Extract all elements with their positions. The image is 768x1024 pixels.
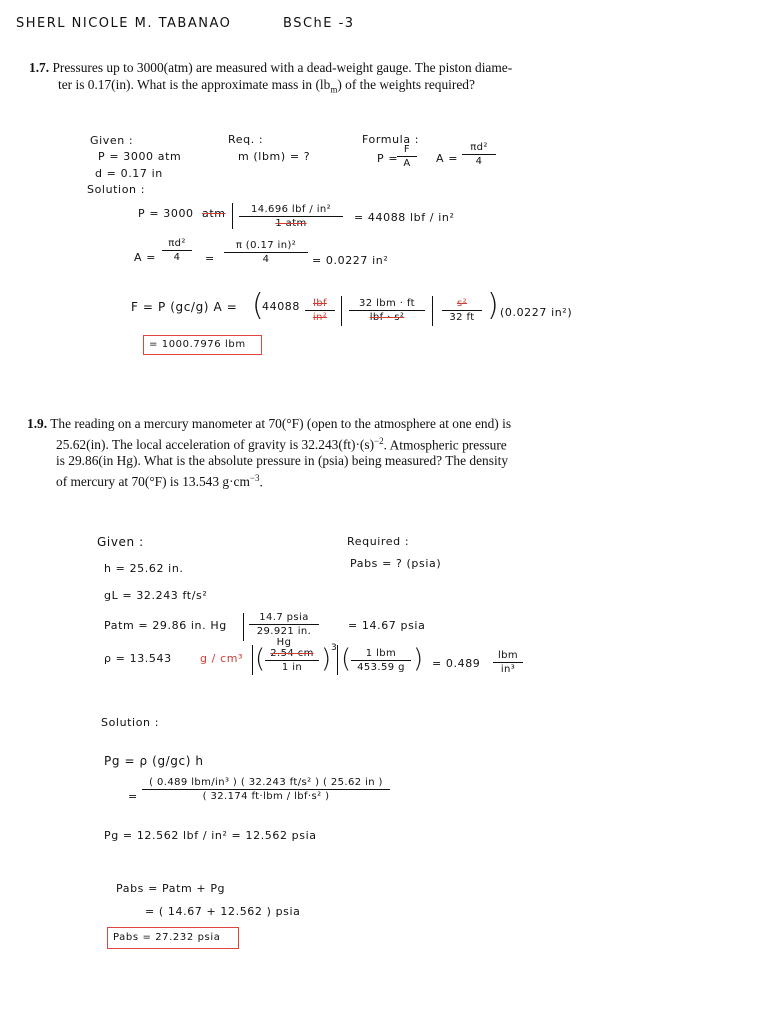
divider-bar: [341, 296, 342, 326]
density-unit: g / cm³: [200, 652, 244, 665]
given-diameter: d = 0.17 in: [95, 167, 163, 180]
step1-conversion: [239, 204, 343, 229]
step2-left: A =: [134, 251, 157, 264]
open-paren: (: [341, 644, 352, 674]
step3-area: (0.0227 in²): [500, 306, 573, 319]
student-name: SHERL NICOLE M. TABANAO: [16, 16, 232, 31]
formula-label: Formula :: [362, 133, 420, 146]
step2-fraction-1: [162, 238, 192, 263]
denominator: ( 32.174 ft·lbm / lbf·s² ): [202, 791, 330, 802]
pg-definition: Pg = ρ (g/gc) h: [104, 754, 204, 768]
statement-line-1: Pressures up to 3000(atm) are measured with a dead-weight gauge. The piston diame-: [52, 60, 513, 75]
numerator: 32 lbm · ft: [349, 298, 425, 311]
denominator-text: 1 atm: [275, 218, 307, 229]
required-label: Required :: [347, 535, 410, 548]
denominator: 4: [173, 252, 181, 263]
formula-p-left: P =: [377, 152, 399, 165]
given-height: h = 25.62 in.: [104, 562, 184, 575]
density-result-unit: [493, 650, 523, 675]
close-paren: ): [413, 644, 424, 674]
density-fraction-1: [265, 648, 319, 673]
required-label: Req. :: [228, 133, 264, 146]
superscript: −2: [374, 435, 384, 446]
step2-result: = 0.0227 in²: [312, 254, 389, 267]
subscript: m: [330, 84, 338, 95]
given-patm: Patm = 29.86 in. Hg: [104, 619, 227, 632]
given-density: ρ = 13.543: [104, 652, 172, 665]
required-value: m (lbm) = ?: [238, 150, 311, 163]
denominator: 32 ft: [449, 312, 475, 323]
numerator: π (0.17 in)²: [224, 240, 308, 253]
step1-left: P = 3000: [138, 207, 194, 220]
statement-line-2: 25.62(in). The local acceleration of gravity is 32.243(ft)·(s): [56, 436, 375, 452]
solution-label: Solution :: [101, 716, 160, 729]
step3-fraction-a: [305, 298, 335, 323]
numerator: ( 0.489 lbm/in³ ) ( 32.243 ft/s² ) ( 25.62 in ): [142, 777, 390, 790]
density-exponent: 3: [331, 643, 338, 653]
step1-cancelled-atm: atm: [202, 207, 226, 220]
answer-1-7: = 1000.7976 lbm: [149, 339, 246, 350]
problem-number: 1.9.: [27, 416, 48, 431]
superscript: −3: [249, 472, 260, 483]
numerator: πd²: [462, 142, 496, 155]
divider-bar: [432, 296, 433, 326]
given-label: Given :: [97, 535, 144, 549]
density-fraction-2: [351, 648, 411, 673]
answer-1-9: Pabs = 27.232 psia: [113, 932, 221, 943]
denominator: in³: [500, 664, 516, 675]
pg-result: Pg = 12.562 lbf / in² = 12.562 psia: [104, 829, 317, 842]
open-paren: (: [255, 644, 266, 674]
step3-fraction-c: [442, 298, 482, 323]
numerator: πd²: [162, 238, 192, 251]
required-value: Pabs = ? (psia): [350, 557, 442, 570]
open-paren: (: [252, 288, 264, 323]
numerator: s²: [442, 298, 482, 311]
denominator: 1 in: [281, 662, 303, 673]
divider-bar: [252, 645, 253, 675]
given-label: Given :: [90, 134, 134, 147]
step3-left: F = P (gc/g) A =: [131, 300, 238, 314]
pg-fraction: [142, 777, 390, 802]
statement-line-2-end: ) of the weights required?: [337, 76, 475, 92]
problem-1-7-statement: [29, 60, 569, 98]
divider-bar: [243, 613, 244, 641]
density-result: = 0.489: [432, 657, 481, 670]
numerator: 2.54 cm: [265, 648, 319, 661]
formula-a-left: A =: [436, 152, 459, 165]
numerator: lbf: [305, 298, 335, 311]
step2-fraction-2: [224, 240, 308, 265]
problem-1-9-statement: [27, 416, 557, 491]
numerator: 1 lbm: [351, 648, 411, 661]
statement-line-3: is 29.86(in Hg). What is the absolute pressure in (psia) being measured? The density: [56, 453, 509, 469]
statement-line-2-end: . Atmospheric pressure: [383, 436, 507, 452]
numerator: F: [397, 144, 417, 157]
step3-fraction-b: [349, 298, 425, 323]
given-gravity: gL = 32.243 ft/s²: [104, 589, 208, 602]
statement-line-2: ter is 0.17(in). What is the approximate mass in (lb: [58, 76, 331, 92]
numerator: 14.7 psia: [249, 612, 319, 625]
pg-equals: =: [128, 790, 138, 803]
denominator: 4: [262, 254, 270, 265]
patm-conversion: [249, 612, 319, 648]
denominator: in²: [312, 312, 328, 323]
formula-p-fraction: [397, 144, 417, 169]
denominator: A: [403, 158, 411, 169]
divider-bar: [337, 645, 338, 675]
denominator: lbf · s²: [369, 312, 405, 323]
statement-line-4: of mercury at 70(°F) is 13.543 g·cm: [56, 474, 250, 490]
step1-result: = 44088 lbf / in²: [354, 211, 455, 224]
statement-line-1: The reading on a mercury manometer at 70(°F) (open to the atmosphere at one end) is: [50, 416, 512, 431]
divider-bar: [232, 203, 233, 229]
step3-value: 44088: [262, 300, 300, 313]
program-label: BSChE -3: [283, 16, 355, 31]
denominator: 29.921 in. Hg: [256, 626, 312, 648]
numerator: 14.696 lbf / in²: [239, 204, 343, 217]
formula-a-fraction: [462, 142, 496, 167]
pabs-definition: Pabs = Patm + Pg: [116, 882, 226, 895]
step2-equals: =: [205, 252, 215, 265]
denominator: 453.59 g: [357, 662, 405, 673]
solution-label: Solution :: [87, 183, 146, 196]
statement-line-4-end: .: [259, 474, 263, 490]
patm-result: = 14.67 psia: [348, 619, 426, 632]
denominator: 4: [475, 156, 483, 167]
given-pressure: P = 3000 atm: [98, 150, 182, 163]
numerator: lbm: [493, 650, 523, 663]
problem-number: 1.7.: [29, 60, 50, 75]
pabs-substitution: = ( 14.67 + 12.562 ) psia: [145, 905, 301, 918]
close-paren: ): [321, 644, 332, 674]
close-paren: ): [487, 288, 499, 323]
denominator: [239, 217, 343, 229]
